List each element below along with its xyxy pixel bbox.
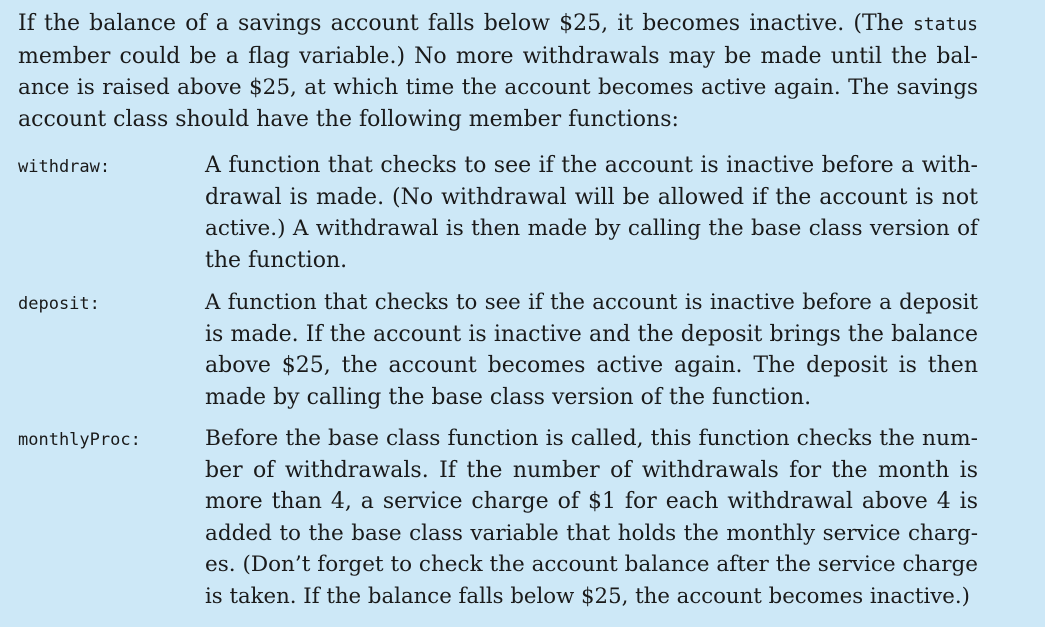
description-line: made by calling the base class version of the function. xyxy=(205,384,812,410)
description-line: drawal is made. (No withdrawal will be allowed if the account is not xyxy=(205,184,978,210)
deposit-description xyxy=(205,287,978,413)
description-line: A function that checks to see if the account is inactive before a with- xyxy=(205,153,978,178)
monthlyproc-term: monthlyProc: xyxy=(18,430,141,450)
withdraw-term: withdraw: xyxy=(18,157,111,177)
intro-line: member could be a flag variable.) No more withdrawals may be made until the bal- xyxy=(18,43,978,69)
description-line: more than 4, a service charge of $1 for each withdrawal above 4 is xyxy=(205,489,978,514)
status-code-term: status xyxy=(912,14,978,35)
description-line: es. (Don’t forget to check the account balance after the service charge xyxy=(205,552,978,577)
description-line: above $25, the account becomes active again. The deposit is then xyxy=(205,353,978,378)
description-line: ber of withdrawals. If the number of withdrawals for the month is xyxy=(205,457,978,483)
description-line: Before the base class function is called, this function checks the num- xyxy=(205,426,978,451)
description-line: added to the base class variable that holds the monthly service charg- xyxy=(205,520,978,546)
description-line: is taken. If the balance falls below $25, the account becomes inactive.) xyxy=(205,583,970,609)
intro-paragraph xyxy=(18,8,978,135)
intro-line xyxy=(18,8,978,41)
description-line: A function that checks to see if the account is inactive before a deposit xyxy=(205,290,978,315)
intro-text: If the balance of a savings account falls below $25, it becomes inactive. (The xyxy=(18,11,913,36)
description-line: active.) A withdrawal is then made by calling the base class version of xyxy=(205,216,978,241)
deposit-term: deposit: xyxy=(18,294,100,314)
description-line: the function. xyxy=(205,247,348,273)
intro-line: ance is raised above $25, at which time the account becomes active again. The savings xyxy=(18,75,978,100)
intro-line: account class should have the following member functions: xyxy=(18,106,679,132)
description-line: is made. If the account is inactive and the deposit brings the balance xyxy=(205,321,978,347)
monthlyproc-description xyxy=(205,423,978,612)
withdraw-description xyxy=(205,150,978,276)
